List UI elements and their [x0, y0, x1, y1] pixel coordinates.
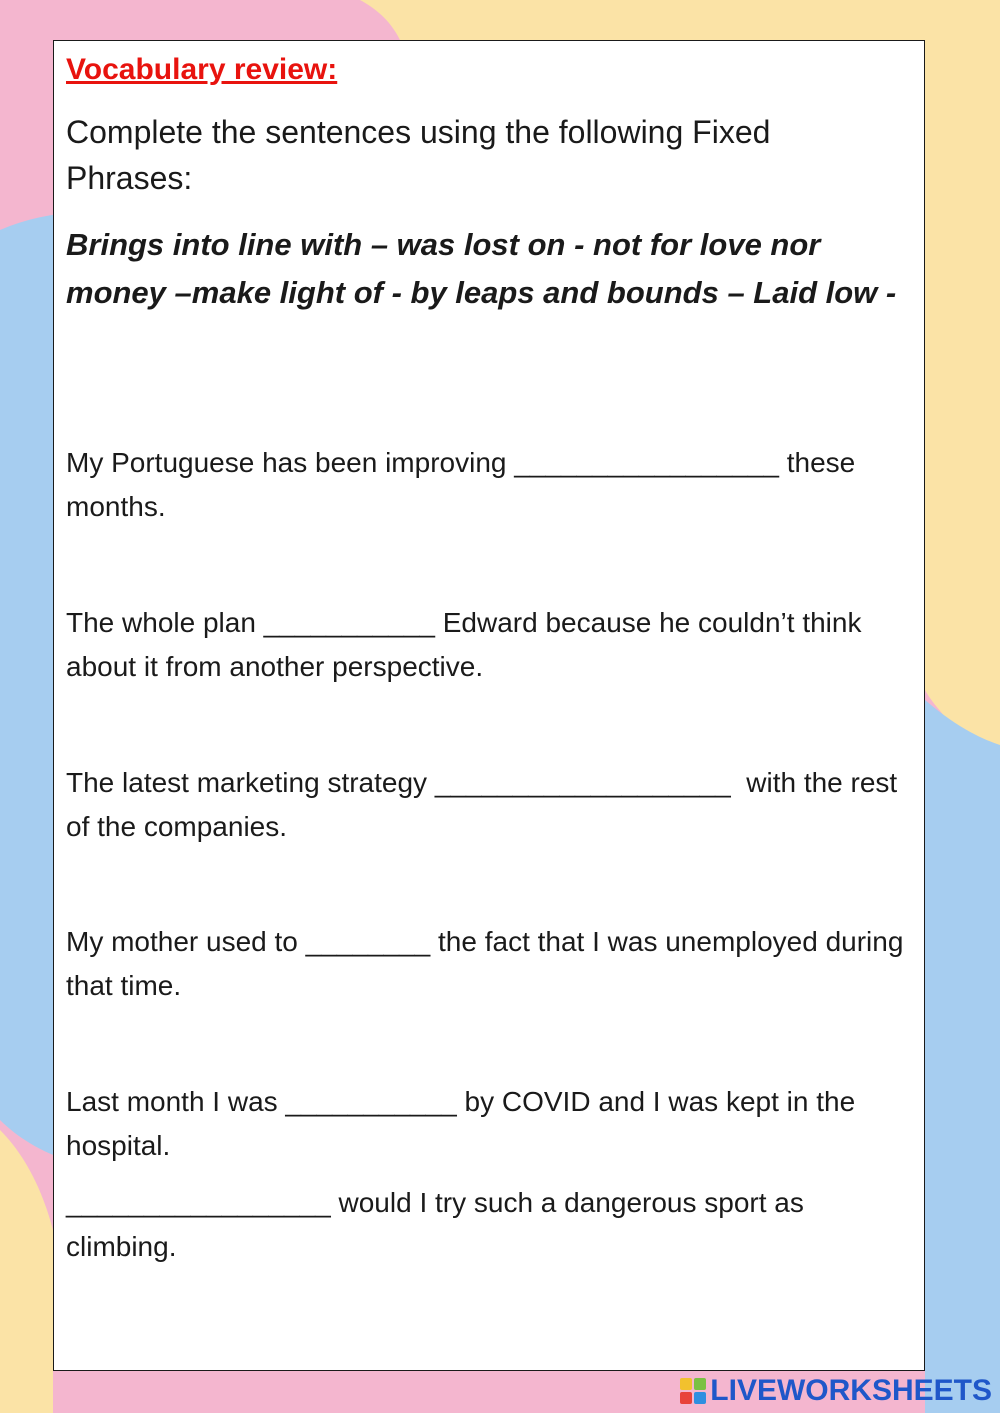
worksheet-title: Vocabulary review: — [66, 53, 338, 86]
instructions-text: Complete the sentences using the following Fixed Phrases: — [66, 114, 771, 196]
liveworksheets-logo[interactable] — [680, 1374, 992, 1408]
logo-squares-icon — [680, 1378, 706, 1404]
worksheet-card — [53, 40, 925, 1371]
sentence-3: The latest marketing strategy ___________________ with the rest of the companies. — [66, 767, 905, 842]
sentence-2: The whole plan ___________ Edward because he couldn’t think about it from another perspective. — [66, 607, 870, 682]
sentence-4: My mother used to ________ the fact that I was unemployed during that time. — [66, 926, 912, 1001]
sentence-1: My Portuguese has been improving _________________ these months. — [66, 447, 864, 522]
logo-text: LIVEWORKSHEETS — [710, 1374, 992, 1407]
sentence-6: _________________ would I try such a dangerous sport as climbing. — [66, 1187, 812, 1262]
sentence-5: Last month I was ___________ by COVID and I was kept in the hospital. — [66, 1086, 863, 1161]
phrase-bank: Brings into line with – was lost on - not for love nor money –make light of - by leaps and bounds – Laid low - — [66, 227, 897, 310]
